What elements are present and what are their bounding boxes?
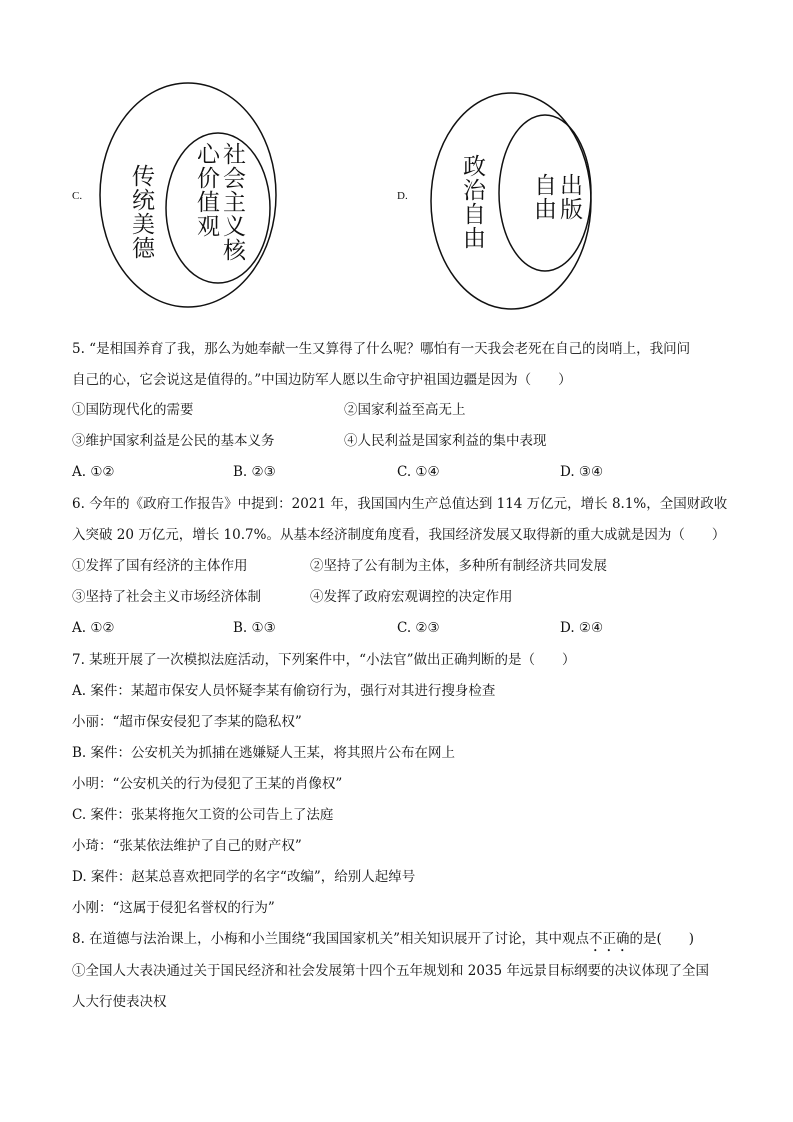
diagram-c-inner-text: 社会主义核心价值观	[193, 142, 245, 262]
q5-stem-line2: 自己的心，它会说这是值得的。”中国边防军人愿以生命守护祖国边疆是因为（ ）	[72, 372, 572, 388]
q7-option-b-judgment: 小明：“公安机关的行为侵犯了王某的肖像权”	[72, 776, 343, 792]
q5-option-a: A. ①②	[72, 464, 115, 480]
q7-option-d-judgment: 小刚：“这属于侵犯名誉权的行为”	[72, 900, 275, 916]
q7-option-a-case: A. 案件：某超市保安人员怀疑李某有偷窃行为，强行对其进行搜身检查	[72, 683, 496, 699]
q7-stem: 7. 某班开展了一次模拟法庭活动，下列案件中，“小法官”做出正确判断的是（ ）	[72, 652, 576, 668]
q6-stem-line1: 6. 今年的《政府工作报告》中提到：2021 年，我国国内生产总值达到 114 万亿元，增长 8.1%，全国财政收	[72, 496, 728, 512]
q5-statement-3: ③维护国家利益是公民的基本义务	[72, 433, 275, 449]
q6-statement-4: ④发挥了政府宏观调控的决定作用	[310, 589, 513, 605]
q6-option-c: C. ②③	[397, 620, 440, 636]
q6-option-b: B. ①③	[233, 620, 276, 636]
diagram-d-outer-text: 政治自由	[459, 154, 485, 250]
q5-option-c: C. ①④	[397, 464, 440, 480]
diagram-d-inner-text: 出版自由	[530, 173, 582, 221]
q8-statement-1-line1: ①全国人大表决通过关于国民经济和社会发展第十四个五年规划和 2035 年远景目标纲要的决议体现了全国	[72, 963, 709, 979]
diagram-c-label: C.	[72, 190, 83, 202]
q5-statement-4: ④人民利益是国家利益的集中表现	[344, 433, 547, 449]
q5-stem-line1: 5. “是相国养育了我，那么为她奉献一生又算得了什么呢？哪怕有一天我会老死在自己的岗哨上，我问问	[72, 341, 691, 357]
q6-statement-2: ②坚持了公有制为主体，多种所有制经济共同发展	[310, 558, 607, 574]
q8-stem-post: 的是( )	[629, 931, 695, 947]
q5-option-d: D. ③④	[560, 464, 604, 480]
q6-stem-line2: 入突破 20 万亿元，增长 10.7%。从基本经济制度角度看，我国经济发展又取得新的重大成就是因为（ ）	[72, 527, 726, 543]
q5-option-b: B. ②③	[233, 464, 276, 480]
q7-option-a-judgment: 小丽：“超市保安侵犯了李某的隐私权”	[72, 714, 302, 730]
q7-option-d-case: D. 案件：赵某总喜欢把同学的名字“改编”，给别人起绰号	[72, 869, 416, 885]
q7-option-c-case: C. 案件：张某将拖欠工资的公司告上了法庭	[72, 807, 334, 823]
diagram-d-label: D.	[397, 190, 408, 202]
diagram-c-outer-ellipse	[100, 83, 276, 307]
q8-statement-1-line2: 人大行使表决权	[72, 994, 167, 1010]
q8-stem-emphasis: 不正确	[588, 931, 630, 947]
q8-stem	[72, 930, 694, 955]
q6-statement-3: ③坚持了社会主义市场经济体制	[72, 589, 261, 605]
q8-stem-pre: 8. 在道德与法治课上，小梅和小兰围绕“我国国家机关”相关知识展开了讨论，其中观点	[72, 931, 589, 947]
q6-option-a: A. ①②	[72, 620, 115, 636]
q6-option-d: D. ②④	[560, 620, 604, 636]
q5-statement-2: ②国家利益至高无上	[344, 402, 466, 418]
diagram-c-outer-text: 传统美德	[128, 164, 154, 260]
q7-option-c-judgment: 小琦：“张某依法维护了自己的财产权”	[72, 838, 302, 854]
q7-option-b-case: B. 案件：公安机关为抓捕在逃嫌疑人王某，将其照片公布在网上	[72, 745, 456, 761]
q5-statement-1: ①国防现代化的需要	[72, 402, 194, 418]
q6-statement-1: ①发挥了国有经济的主体作用	[72, 558, 248, 574]
